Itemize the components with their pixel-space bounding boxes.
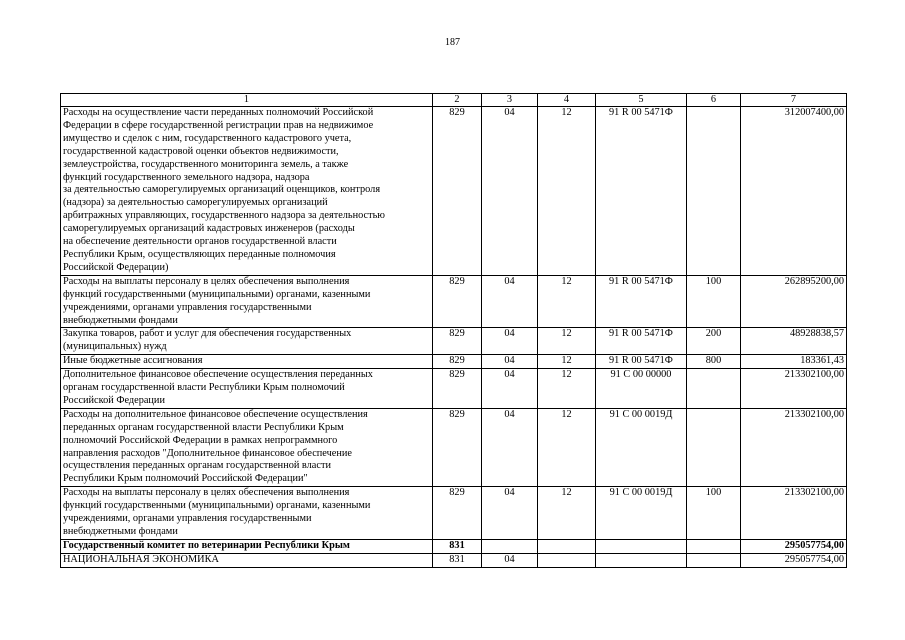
cell-subsection-code: [538, 553, 596, 567]
cell-target-article: 91 С 00 0019Д: [596, 487, 687, 540]
page-number: 187: [445, 37, 460, 48]
cell-ministry-code: 829: [433, 328, 482, 355]
description-line: учреждениями, органами управления государственными: [63, 513, 312, 525]
cell-ministry-code: 829: [433, 355, 482, 369]
description-line: функций государственными (муниципальными) органами, казенными: [63, 500, 371, 512]
description-line: Республики Крым, осуществляющих переданные полномочия: [63, 248, 336, 260]
cell-expense-type: 800: [687, 355, 741, 369]
cell-ministry-code: 829: [433, 408, 482, 486]
cell-ministry-code: 829: [433, 275, 482, 328]
cell-subsection-code: 12: [538, 355, 596, 369]
cell-description: [61, 355, 433, 369]
table-row: [61, 355, 847, 369]
description-line: осуществления переданных органам государственной власти: [63, 460, 331, 472]
cell-description: [61, 369, 433, 409]
cell-expense-type: [687, 553, 741, 567]
cell-expense-type: 100: [687, 275, 741, 328]
description-line: органам государственной власти Республики Крым полномочий: [63, 382, 345, 394]
cell-ministry-code: 829: [433, 107, 482, 276]
cell-target-article: 91 С 00 00000: [596, 369, 687, 409]
description-line: на обеспечение деятельности органов государственной власти: [63, 236, 337, 248]
description-line: Расходы на дополнительное финансовое обеспечение осуществления: [63, 408, 368, 420]
cell-amount: 48928838,57: [741, 328, 847, 355]
header-col-4: 4: [538, 94, 596, 107]
header-col-5: 5: [596, 94, 687, 107]
cell-expense-type: 200: [687, 328, 741, 355]
cell-expense-type: [687, 408, 741, 486]
cell-section-code: 04: [482, 355, 538, 369]
header-col-2: 2: [433, 94, 482, 107]
cell-subsection-code: 12: [538, 328, 596, 355]
description-line: переданных органам государственной власти Республики Крым: [63, 421, 344, 433]
table-row: [61, 539, 847, 553]
description-line: внебюджетными фондами: [63, 314, 178, 326]
description-line: внебюджетными фондами: [63, 526, 178, 537]
cell-subsection-code: 12: [538, 487, 596, 540]
description-line: Расходы на выплаты персоналу в целях обеспечения выполнения: [63, 275, 350, 287]
table-body: [61, 107, 847, 568]
cell-subsection-code: 12: [538, 408, 596, 486]
cell-section-code: 04: [482, 328, 538, 355]
description-line: арбитражных управляющих, государственного надзора за деятельностью: [63, 210, 385, 222]
table-row: [61, 107, 847, 276]
cell-section-code: 04: [482, 408, 538, 486]
cell-description: [61, 275, 433, 328]
cell-target-article: 91 R 00 5471Ф: [596, 107, 687, 276]
description-line: направления расходов "Дополнительное финансовое обеспечение: [63, 447, 352, 459]
cell-amount: 312007400,00: [741, 107, 847, 276]
description-line: Расходы на выплаты персоналу в целях обеспечения выполнения: [63, 487, 350, 499]
cell-section-code: 04: [482, 553, 538, 567]
cell-expense-type: [687, 539, 741, 553]
cell-target-article: 91 R 00 5471Ф: [596, 355, 687, 369]
description-line: НАЦИОНАЛЬНАЯ ЭКОНОМИКА: [63, 553, 219, 565]
description-line: Иные бюджетные ассигнования: [63, 355, 203, 367]
cell-amount: 213302100,00: [741, 408, 847, 486]
cell-amount: 295057754,00: [741, 539, 847, 553]
cell-subsection-code: 12: [538, 369, 596, 409]
table-row: [61, 487, 847, 540]
cell-ministry-code: 829: [433, 487, 482, 540]
header-col-1: 1: [61, 94, 433, 107]
cell-expense-type: 100: [687, 487, 741, 540]
cell-expense-type: [687, 369, 741, 409]
description-line: Республики Крым полномочий Российской Федерации": [63, 473, 308, 485]
table-row: [61, 275, 847, 328]
table-header-row: [61, 94, 847, 107]
header-col-7: 7: [741, 94, 847, 107]
description-line: имущество и сделок с ним, государственного кадастрового учета,: [63, 132, 352, 144]
table-row: [61, 328, 847, 355]
description-line: государственной кадастровой оценки объектов недвижимости,: [63, 145, 339, 157]
description-line: землеустройства, государственного мониторинга земель, а также: [63, 158, 349, 170]
header-col-6: 6: [687, 94, 741, 107]
description-line: Расходы на осуществление части переданных полномочий Российской: [63, 107, 374, 118]
description-line: функций государственными (муниципальными) органами, казенными: [63, 288, 371, 300]
description-line: за деятельностью саморегулируемых организаций оценщиков, контроля: [63, 184, 381, 196]
budget-table: [60, 93, 847, 568]
cell-subsection-code: [538, 539, 596, 553]
cell-target-article: 91 R 00 5471Ф: [596, 328, 687, 355]
cell-section-code: 04: [482, 487, 538, 540]
header-col-3: 3: [482, 94, 538, 107]
cell-description: [61, 408, 433, 486]
cell-subsection-code: 12: [538, 275, 596, 328]
cell-amount: 213302100,00: [741, 487, 847, 540]
description-line: (муниципальных) нужд: [63, 341, 167, 353]
cell-section-code: 04: [482, 107, 538, 276]
cell-target-article: 91 R 00 5471Ф: [596, 275, 687, 328]
cell-amount: 262895200,00: [741, 275, 847, 328]
cell-section-code: 04: [482, 275, 538, 328]
cell-description: [61, 553, 433, 567]
description-line: Дополнительное финансовое обеспечение осуществления переданных: [63, 369, 373, 381]
description-line: функций государственного земельного надзора, надзора: [63, 171, 310, 183]
cell-section-code: 04: [482, 369, 538, 409]
description-line: Государственный комитет по ветеринарии Республики Крым: [63, 539, 350, 551]
cell-description: [61, 328, 433, 355]
cell-target-article: 91 С 00 0019Д: [596, 408, 687, 486]
table-row: [61, 369, 847, 409]
description-line: саморегулируемых организаций кадастровых инженеров (расходы: [63, 223, 355, 235]
table-row: [61, 553, 847, 567]
description-line: Российской Федерации): [63, 261, 169, 273]
cell-target-article: [596, 553, 687, 567]
table-row: [61, 408, 847, 486]
cell-description: [61, 107, 433, 276]
cell-section-code: [482, 539, 538, 553]
cell-description: [61, 539, 433, 553]
cell-expense-type: [687, 107, 741, 276]
description-line: полномочий Российской Федерации в рамках непрограммного: [63, 434, 338, 446]
cell-subsection-code: 12: [538, 107, 596, 276]
cell-ministry-code: 831: [433, 553, 482, 567]
cell-description: [61, 487, 433, 540]
cell-ministry-code: 829: [433, 369, 482, 409]
cell-target-article: [596, 539, 687, 553]
description-line: (надзора) за деятельностью саморегулируемых организаций: [63, 197, 328, 209]
cell-amount: 183361,43: [741, 355, 847, 369]
description-line: учреждениями, органами управления государственными: [63, 301, 312, 313]
cell-amount: 213302100,00: [741, 369, 847, 409]
description-line: Федерации в сфере государственной регистрации прав на недвижимое: [63, 119, 374, 131]
description-line: Закупка товаров, работ и услуг для обеспечения государственных: [63, 328, 352, 340]
description-line: Российской Федерации: [63, 394, 165, 406]
cell-amount: 295057754,00: [741, 553, 847, 567]
cell-ministry-code: 831: [433, 539, 482, 553]
